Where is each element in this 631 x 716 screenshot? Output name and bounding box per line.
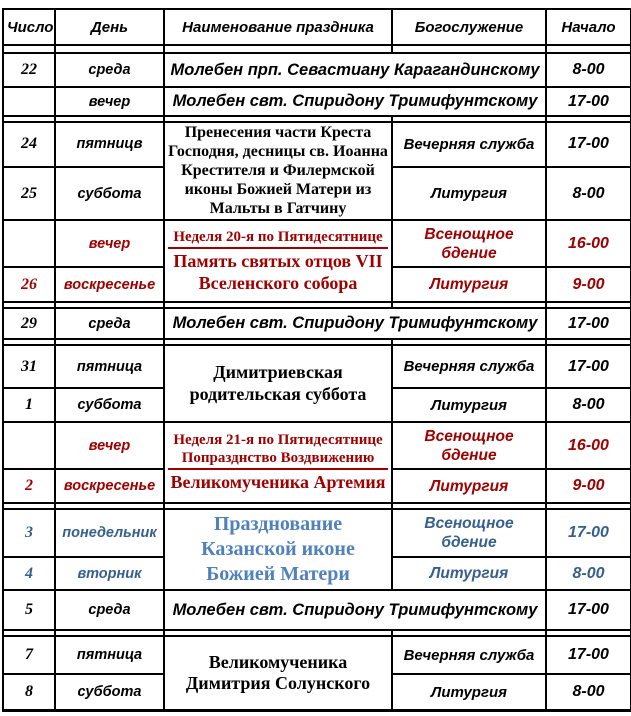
day-cell: пятницв (55, 122, 164, 167)
service-cell: Вечерняя служба (392, 122, 546, 167)
time-cell: 8-00 (546, 674, 631, 711)
date-cell: 22 (3, 53, 55, 87)
time-cell: 8-00 (546, 388, 631, 422)
day-cell: суббота (55, 388, 164, 422)
service-cell: Всенощное бдение (392, 509, 546, 557)
date-cell: 8 (3, 674, 55, 711)
feast-cell: Празднование Казанской иконе Божией Матери (164, 509, 392, 590)
date-cell: 29 (3, 308, 55, 339)
table-row (3, 636, 631, 674)
time-cell: 17-00 (546, 345, 631, 388)
table-row (3, 122, 631, 167)
date-cell: 2 (3, 469, 55, 503)
time-cell: 17-00 (546, 87, 631, 116)
date-cell: 3 (3, 509, 55, 557)
day-cell: понедельник (55, 509, 164, 557)
table-row (3, 345, 631, 388)
date-cell (3, 87, 55, 116)
feast-cell: Пренесения части Креста Господня, десницы св. Иоанна Крестителя и Филермской иконы Божией Матери из Мальты в Гатчину (164, 122, 392, 220)
time-cell: 16-00 (546, 220, 631, 267)
time-cell: 17-00 (546, 590, 631, 630)
day-cell: вторник (55, 557, 164, 590)
day-cell: пятница (55, 345, 164, 388)
feast-cell: Молебен свт. Спиридону Тримифунтскому (164, 87, 546, 116)
service-cell: Литургия (392, 167, 546, 221)
time-cell: 8-00 (546, 167, 631, 221)
date-cell: 5 (3, 590, 55, 630)
feast-subtitle: Неделя 21-я по Пятидесятнице (173, 432, 383, 449)
service-cell: Литургия (392, 469, 546, 503)
feast-cell: Великомученика Димитрия Солунского (164, 636, 392, 711)
service-cell: Литургия (392, 557, 546, 590)
table-row (3, 509, 631, 557)
service-cell: Литургия (392, 388, 546, 422)
table-row (3, 590, 631, 630)
date-cell: 25 (3, 167, 55, 221)
header-row (3, 9, 631, 45)
feast-subtitle: Попразднство Воздвижению (168, 450, 388, 471)
time-cell: 17-00 (546, 636, 631, 674)
day-cell: вечер (55, 87, 164, 116)
feast-cell: Димитриевская родительская суббота (164, 345, 392, 422)
date-cell (3, 422, 55, 469)
day-cell: вечер (55, 220, 164, 267)
table-row (3, 422, 631, 469)
time-cell: 17-00 (546, 509, 631, 557)
date-cell (3, 220, 55, 267)
date-cell: 1 (3, 388, 55, 422)
date-cell: 26 (3, 267, 55, 302)
header-day: День (55, 9, 164, 45)
day-cell: суббота (55, 674, 164, 711)
time-cell: 8-00 (546, 53, 631, 87)
feast-subtitle: Неделя 20-я по Пятидесятнице (168, 229, 388, 250)
time-cell: 9-00 (546, 267, 631, 302)
date-cell: 7 (3, 636, 55, 674)
table-row (3, 308, 631, 339)
day-cell: среда (55, 53, 164, 87)
feast-cell: Молебен свт. Спиридону Тримифунтскому (164, 308, 546, 339)
time-cell: 9-00 (546, 469, 631, 503)
header-feast: Наименование праздника (164, 9, 392, 45)
service-cell: Вечерняя служба (392, 345, 546, 388)
header-service: Богослужение (392, 9, 546, 45)
service-cell: Всенощное бдение (392, 422, 546, 469)
feast-title: Память святых отцов VII Вселенского собора (173, 251, 383, 293)
feast-cell (164, 422, 392, 503)
feast-cell: Молебен прп. Севастиану Карагандинскому (164, 53, 546, 87)
day-cell: пятница (55, 636, 164, 674)
day-cell: вечер (55, 422, 164, 469)
feast-cell: Молебен свт. Спиридону Тримифунтскому (164, 590, 546, 630)
service-cell: Литургия (392, 267, 546, 302)
table-row (3, 87, 631, 116)
header-start: Начало (546, 9, 631, 45)
day-cell: воскресенье (55, 469, 164, 503)
header-date: Число (3, 9, 55, 45)
service-cell: Вечерняя служба (392, 636, 546, 674)
service-cell: Литургия (392, 674, 546, 711)
service-schedule-table (2, 8, 631, 712)
date-cell: 24 (3, 122, 55, 167)
table-row (3, 220, 631, 267)
day-cell: среда (55, 308, 164, 339)
day-cell: воскресенье (55, 267, 164, 302)
date-cell: 4 (3, 557, 55, 590)
day-cell: суббота (55, 167, 164, 221)
time-cell: 16-00 (546, 422, 631, 469)
separator-row (3, 45, 631, 53)
time-cell: 17-00 (546, 122, 631, 167)
date-cell: 31 (3, 345, 55, 388)
time-cell: 8-00 (546, 557, 631, 590)
feast-cell (164, 220, 392, 302)
feast-title: Великомученика Артемия (170, 472, 386, 493)
table-row (3, 53, 631, 87)
day-cell: среда (55, 590, 164, 630)
service-cell: Всенощное бдение (392, 220, 546, 267)
time-cell: 17-00 (546, 308, 631, 339)
